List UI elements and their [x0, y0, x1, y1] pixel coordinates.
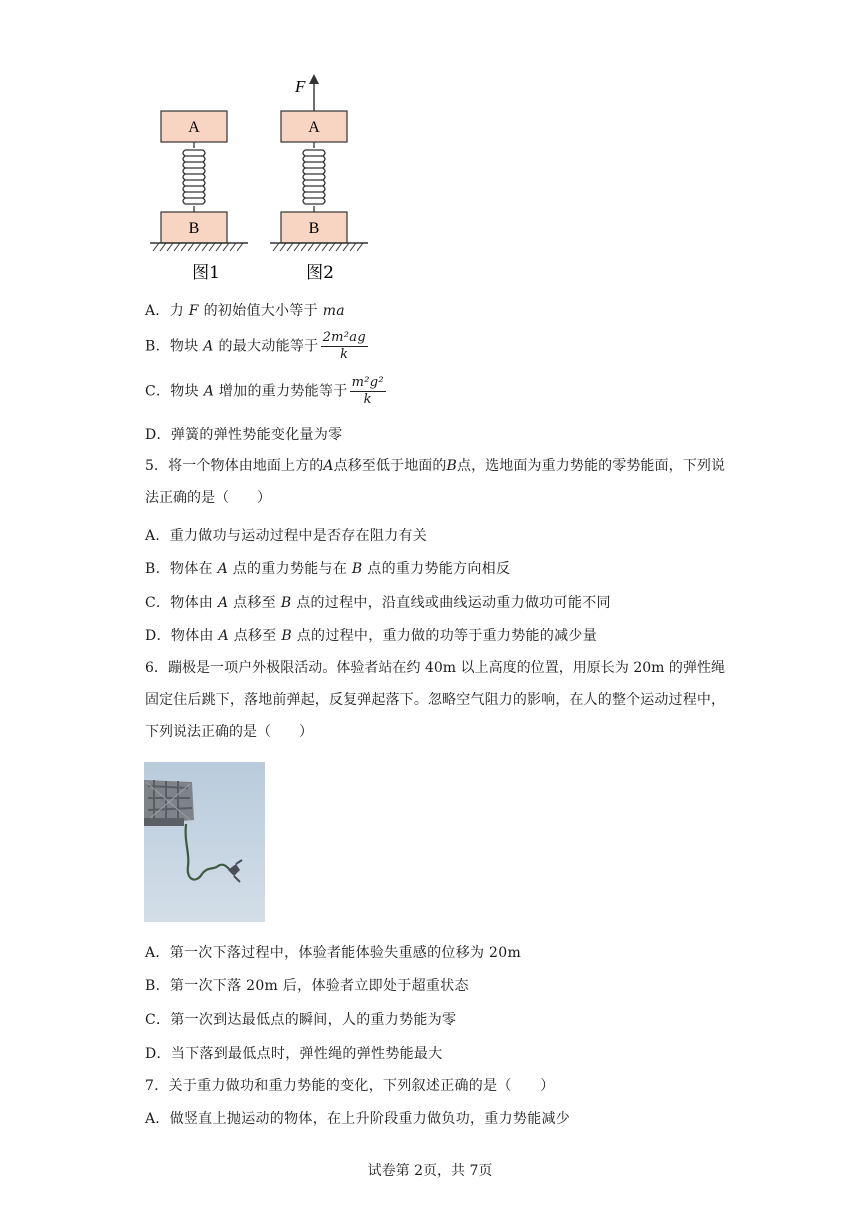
fraction-c: $\frac{\text{m²g²}}{k}$: [351, 375, 384, 407]
q5-stem: 5．将一个物体由地面上方的A点移至低于地面的B点，选地面为重力势能的零势能面，下列说法正确的是（ ）: [145, 458, 726, 506]
q4-option-a: A．力 F 的初始值大小等于 ma: [145, 303, 345, 319]
q6-option-b: B．第一次下落 20m 后，体验者立即处于超重状态: [145, 978, 469, 994]
q5-option-d: D．物体由 A 点移至 B 点的过程中，重力做的功等于重力势能的减少量: [145, 628, 598, 644]
q5-option-a: A．重力做功与运动过程中是否存在阻力有关: [145, 528, 428, 544]
q5-option-c: C．物体由 A 点移至 B 点的过程中，沿直线或曲线运动重力做功可能不同: [145, 595, 611, 611]
block-a-label-fig1: A: [188, 119, 200, 136]
bungee-photo: [144, 762, 265, 922]
caption-fig2: 图2: [306, 263, 334, 283]
block-b-label-fig2: B: [308, 220, 320, 237]
q5-option-b: B．物体在 A 点的重力势能与在 B 点的重力势能方向相反: [145, 561, 511, 577]
spring-block-figure: [140, 70, 380, 285]
q6-option-c: C．第一次到达最低点的瞬间，人的重力势能为零: [145, 1012, 457, 1028]
q4-option-c: C．物块 A 增加的重力势能等于 $\frac{\text{m²g²}}{k}$: [145, 375, 384, 407]
q7-stem: 7．关于重力做功和重力势能的变化，下列叙述正确的是（ ）: [145, 1078, 555, 1094]
q4-option-d: D．弹簧的弹性势能变化量为零: [145, 427, 343, 443]
force-label: F: [295, 77, 306, 96]
spring-fig1: [185, 142, 203, 212]
block-b-label-fig1: B: [188, 220, 200, 237]
q6-stem: 6．蹦极是一项户外极限活动。体验者站在约 40m 以上高度的位置，用原长为 20m 的弹性绳固定住后跳下，落地前弹起，反复弹起落下。忽略空气阻力的影响，在人的整个运动过程中，下列说法正确的是（ ）: [145, 660, 725, 740]
q7-option-a: A．做竖直上抛运动的物体，在上升阶段重力做负功，重力势能减少: [145, 1111, 571, 1127]
fraction-b: $\frac{\text{2m²ag}}{k}$: [322, 330, 366, 362]
q6-option-a: A．第一次下落过程中，体验者能体验失重感的位移为 20m: [145, 945, 522, 961]
q4-option-b: B．物块 A 的最大动能等于 $\frac{\text{2m²ag}}{k}$: [145, 330, 366, 362]
caption-fig1: 图1: [192, 263, 220, 283]
page-footer: 试卷第 2页，共 7页: [367, 1163, 493, 1179]
block-a-label-fig2: A: [308, 119, 320, 136]
q6-option-d: D．当下落到最低点时，弹性绳的弹性势能最大: [145, 1046, 443, 1062]
spring-fig2: [305, 142, 323, 212]
